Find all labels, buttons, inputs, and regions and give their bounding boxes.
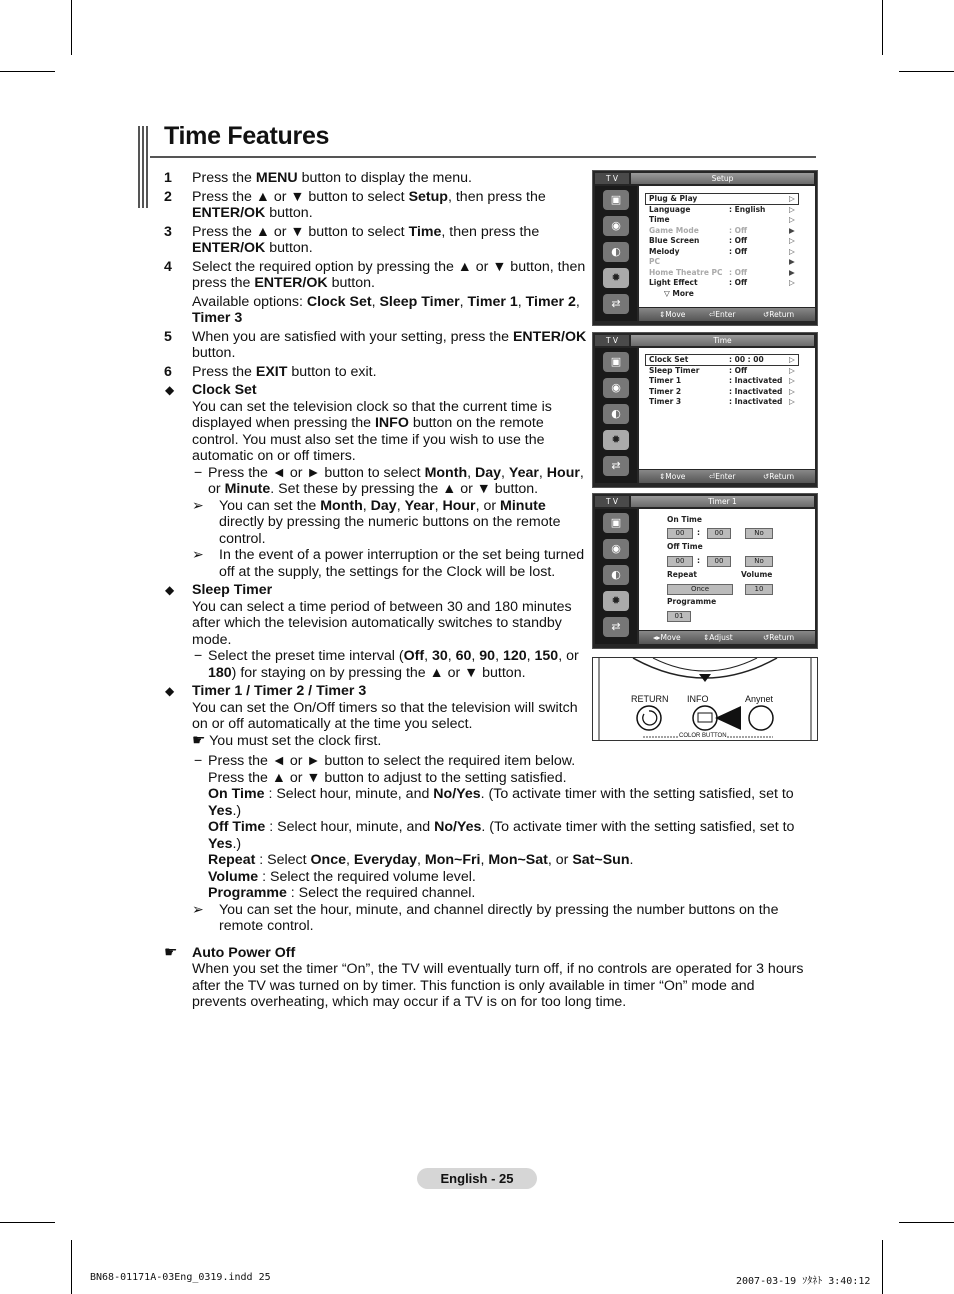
picture-icon: ▣ bbox=[603, 513, 629, 533]
clock-set-heading: ◆ Clock Set bbox=[165, 382, 257, 398]
step-4: 4 Select the required option by pressing the ▲ or ▼ button, then press the ENTER/OK button. bbox=[164, 258, 586, 291]
page-title: Time Features bbox=[164, 122, 330, 150]
menu-item[interactable]: Sleep Timer : Off ▷ bbox=[649, 365, 795, 375]
menu-item[interactable]: Game Mode : Off ▶ bbox=[649, 225, 795, 235]
crop-mark bbox=[882, 1240, 883, 1294]
diamond-bullet-icon: ◆ bbox=[165, 684, 175, 698]
note-arrow-icon: ➢ bbox=[192, 901, 204, 918]
remote-illustration bbox=[592, 657, 818, 741]
step-5: 5 When you are satisfied with your setting, press the ENTER/OK button. bbox=[164, 328, 587, 361]
print-slug-right: 2007-03-19 ｿﾀﾈﾄ 3:40:12 bbox=[736, 1276, 871, 1287]
osd-title: Timer 1 bbox=[631, 496, 814, 507]
enter-hint: ⏎ Enter bbox=[709, 310, 736, 319]
menu-item[interactable]: Language : English ▷ bbox=[649, 204, 795, 214]
clock-note-2: ➢ In the event of a power interruption or the set being turned off at the supply, the settings for the Clock will be lost. bbox=[192, 547, 585, 580]
adjust-hint: ⇕ Adjust bbox=[703, 633, 733, 642]
osd-time-menu bbox=[592, 332, 818, 488]
menu-item[interactable]: PC ▶ bbox=[649, 257, 795, 266]
instructions bbox=[164, 170, 594, 749]
menu-item[interactable]: Blue Screen : Off ▷ bbox=[649, 236, 795, 245]
setup-icon: ✹ bbox=[603, 430, 629, 450]
osd-tv-label: T V bbox=[595, 335, 629, 346]
osd-sidebar bbox=[595, 186, 637, 321]
step-2: 2 Press the ▲ or ▼ button to select Setup, then press the ENTER/OK button. bbox=[164, 188, 546, 221]
off-activate-field[interactable]: No bbox=[745, 556, 773, 567]
setup-icon: ✹ bbox=[603, 591, 629, 611]
color-button-label: COLOR BUTTON bbox=[679, 733, 727, 739]
osd-tv-label: T V bbox=[595, 496, 629, 507]
enter-hint: ⏎ Enter bbox=[709, 472, 736, 481]
clock-note-1: ➢ You can set the Month, Day, Year, Hour, or Minute directly by pressing the numeric buttons on the remote control. bbox=[192, 497, 561, 547]
sleep-timer-heading: ◆ Sleep Timer bbox=[165, 582, 273, 598]
menu-item[interactable]: Timer 3 : Inactivated ▷ bbox=[649, 397, 795, 406]
repeat-desc: Repeat : Select Once, Everyday, Mon~Fri, Mon~Sat, or Sat~Sun. bbox=[208, 852, 634, 868]
step-6: 6 Press the EXIT button to exit. bbox=[164, 363, 377, 380]
diamond-bullet-icon: ◆ bbox=[165, 383, 175, 397]
channel-icon: ◐ bbox=[603, 242, 629, 262]
osd-footer bbox=[639, 470, 815, 483]
on-minute-field[interactable]: 00 bbox=[707, 528, 731, 539]
sleep-timer-dash: − Select the preset time interval (Off, 30, 60, 90, 120, 150, or 180) for staying on by pressing the ▲ or ▼ button. bbox=[194, 648, 579, 681]
pointing-hand-icon: ☛ bbox=[192, 731, 206, 749]
available-options: Available options: Clock Set, Sleep Timer, Timer 1, Timer 2, Timer 3 bbox=[192, 293, 580, 326]
off-hour-field[interactable]: 00 bbox=[667, 556, 693, 567]
clock-set-dash: − Press the ◄ or ► button to select Month, Day, Year, Hour, or Minute. Set these by pressing the ▲ or ▼ button. bbox=[194, 464, 584, 497]
input-icon: ⇄ bbox=[603, 294, 629, 314]
info-button-label: INFO bbox=[687, 694, 709, 704]
timers-dash-2: Press the ▲ or ▼ button to adjust to the setting satisfied. bbox=[208, 769, 567, 786]
sound-icon: ◉ bbox=[603, 539, 629, 559]
on-hour-field[interactable]: 00 bbox=[667, 528, 693, 539]
programme-field[interactable]: 01 bbox=[667, 611, 691, 622]
programme-label: Programme bbox=[667, 597, 717, 606]
picture-icon: ▣ bbox=[603, 190, 629, 210]
osd-footer bbox=[639, 631, 815, 644]
off-time-label: Off Time bbox=[667, 542, 703, 551]
move-hint: ◂▸ Move bbox=[653, 633, 681, 642]
osd-panel bbox=[639, 348, 815, 469]
off-time-desc: Off Time : Select hour, minute, and No/Yes. (To activate timer with the setting satisfied, set to Yes.) bbox=[208, 819, 795, 852]
input-icon: ⇄ bbox=[603, 617, 629, 637]
title-decoration bbox=[138, 126, 150, 208]
timers-note: ➢ You can set the hour, minute, and channel directly by pressing the number buttons on the remote control. bbox=[192, 901, 779, 934]
crop-mark bbox=[899, 71, 954, 72]
instructions-wide bbox=[164, 753, 804, 1011]
sound-icon: ◉ bbox=[603, 216, 629, 236]
osd-footer bbox=[639, 308, 815, 321]
menu-item[interactable]: Home Theatre PC : Off ▶ bbox=[649, 267, 795, 277]
crop-mark bbox=[0, 1222, 55, 1223]
timers-hand-note: ☛ You must set the clock first. bbox=[192, 731, 382, 749]
setup-icon: ✹ bbox=[603, 268, 629, 288]
more-item[interactable]: ▽ More bbox=[664, 288, 694, 298]
volume-label: Volume bbox=[741, 570, 773, 579]
off-minute-field[interactable]: 00 bbox=[707, 556, 731, 567]
osd-tv-label: T V bbox=[595, 173, 629, 184]
auto-power-off-heading: ☛ Auto Power Off bbox=[164, 943, 296, 961]
move-hint: ⇕ Move bbox=[659, 472, 686, 481]
picture-icon: ▣ bbox=[603, 352, 629, 372]
return-hint: ↺ Return bbox=[763, 472, 795, 481]
crop-mark bbox=[0, 71, 55, 72]
osd-panel bbox=[639, 186, 815, 307]
channel-icon: ◐ bbox=[603, 565, 629, 585]
timers-heading: ◆ Timer 1 / Timer 2 / Timer 3 bbox=[165, 683, 367, 699]
osd-sidebar bbox=[595, 509, 637, 644]
channel-icon: ◐ bbox=[603, 404, 629, 424]
crop-mark bbox=[899, 1222, 954, 1223]
page-number-badge: English - 25 bbox=[417, 1168, 537, 1189]
menu-item[interactable]: Clock Set : 00 : 00 ▷ bbox=[649, 355, 795, 364]
osd-setup-menu bbox=[592, 170, 818, 326]
step-3: 3 Press the ▲ or ▼ button to select Time, then press the ENTER/OK button. bbox=[164, 223, 540, 256]
on-time-label: On Time bbox=[667, 515, 702, 524]
sleep-timer-description: You can select a time period of between 30 and 180 minutes after which the television automatically switches to standby mode. bbox=[192, 598, 572, 648]
osd-title: Setup bbox=[631, 173, 814, 184]
timers-dash-1: − Press the ◄ or ► button to select the required item below. bbox=[194, 753, 576, 769]
on-activate-field[interactable]: No bbox=[745, 528, 773, 539]
return-button-label: RETURN bbox=[631, 694, 669, 704]
osd-title: Time bbox=[631, 335, 814, 346]
crop-mark bbox=[882, 0, 883, 55]
auto-power-off-description: When you set the timer “On”, the TV will eventually turn off, if no controls are operated for 3 hours after the TV was turned on by timer. This function is only available in timer “On” mode and prevents overheating, which may occur if a TV is on for too long time. bbox=[192, 961, 804, 1010]
menu-item[interactable]: Time ▷ bbox=[649, 215, 795, 224]
colon: : bbox=[697, 528, 700, 537]
move-hint: ⇕ Move bbox=[659, 310, 686, 319]
clock-set-description: You can set the television clock so that the current time is displayed when pressing the INFO button on the remote control. You must also set the time if you wish to use the automatic on or off timers. bbox=[192, 398, 552, 464]
menu-item[interactable]: Light Effect : Off ▷ bbox=[649, 278, 795, 287]
timers-description: You can set the On/Off timers so that the television will switch on or off automatically at the time you select. bbox=[192, 699, 578, 732]
print-slug-left: BN68-01171A-03Eng_0319.indd 25 bbox=[90, 1272, 271, 1283]
pointing-hand-icon: ☛ bbox=[164, 943, 178, 961]
colon: : bbox=[697, 556, 700, 565]
note-arrow-icon: ➢ bbox=[192, 547, 204, 563]
on-time-desc: On Time : Select hour, minute, and No/Yes. (To activate timer with the setting satisfied, set to Yes.) bbox=[208, 786, 794, 819]
repeat-label: Repeat bbox=[667, 570, 697, 579]
crop-mark bbox=[71, 0, 72, 55]
repeat-field[interactable]: Once bbox=[667, 584, 733, 595]
title-rule bbox=[150, 156, 816, 158]
programme-desc: Programme : Select the required channel. bbox=[208, 885, 476, 901]
step-1: 1 Press the MENU button to display the menu. bbox=[164, 170, 472, 186]
menu-item[interactable]: Plug & Play ▷ bbox=[649, 194, 795, 203]
anynet-button-label: Anynet bbox=[745, 694, 774, 704]
return-hint: ↺ Return bbox=[763, 633, 795, 642]
return-hint: ↺ Return bbox=[763, 310, 795, 319]
menu-item[interactable]: Timer 1 : Inactivated ▷ bbox=[649, 376, 795, 385]
osd-timer1-menu bbox=[592, 493, 818, 649]
input-icon: ⇄ bbox=[603, 456, 629, 476]
volume-field[interactable]: 10 bbox=[745, 584, 773, 595]
menu-item[interactable]: Melody : Off ▷ bbox=[649, 246, 795, 256]
note-arrow-icon: ➢ bbox=[192, 497, 204, 514]
diamond-bullet-icon: ◆ bbox=[165, 583, 175, 597]
osd-sidebar bbox=[595, 348, 637, 483]
sound-icon: ◉ bbox=[603, 378, 629, 398]
osd-panel bbox=[639, 509, 815, 630]
crop-mark bbox=[71, 1240, 72, 1294]
volume-desc: Volume : Select the required volume level. bbox=[208, 868, 476, 885]
menu-item[interactable]: Timer 2 : Inactivated ▷ bbox=[649, 386, 795, 396]
